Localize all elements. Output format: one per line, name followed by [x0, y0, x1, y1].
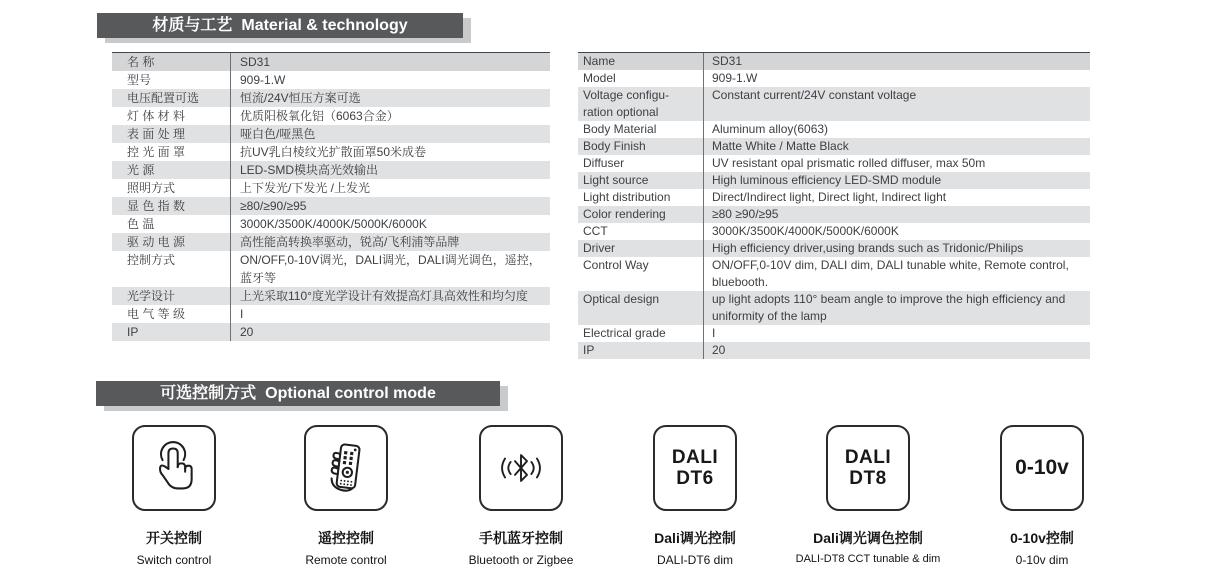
- table-row: [578, 325, 1090, 342]
- spec-value: 3000K/3500K/4000K/5000K/6000K: [703, 223, 1090, 240]
- table-row: [578, 206, 1090, 223]
- spec-label: 色 温: [127, 217, 155, 231]
- spec-label: IP: [127, 325, 139, 339]
- table-row: [578, 257, 1090, 291]
- table-row: [112, 251, 550, 287]
- spec-value: Aluminum alloy(6063): [703, 121, 1090, 138]
- spec-value: Matte White / Matte Black: [703, 138, 1090, 155]
- spec-label: Body Finish: [583, 139, 646, 153]
- spec-value: 20: [703, 342, 1090, 359]
- mode-label-zh: 0-10v控制: [1010, 530, 1074, 546]
- spec-label: Control Way: [583, 258, 649, 272]
- spec-label: 控制方式: [127, 253, 176, 267]
- table-row: [112, 233, 550, 251]
- table-row: [112, 125, 550, 143]
- spec-value: LED-SMD模块高光效输出: [230, 161, 550, 179]
- table-row: [112, 143, 550, 161]
- mode-label-zh: Dali调光控制: [654, 530, 736, 546]
- spec-value: High luminous efficiency LED-SMD module: [703, 172, 1090, 189]
- control-mode-dali-dt6: [605, 425, 785, 567]
- spec-table-cn: [112, 52, 550, 341]
- spec-value: 哑白色/哑黑色: [230, 125, 550, 143]
- spec-label: 驱 动 电 源: [127, 235, 186, 249]
- spec-label: 显 色 指 数: [127, 199, 186, 213]
- spec-value: I: [703, 325, 1090, 342]
- spec-value: ≥80/≥90/≥95: [230, 197, 550, 215]
- dali-text-line: DALI: [671, 447, 719, 468]
- table-row: [112, 161, 550, 179]
- control-mode-remote: [256, 425, 436, 567]
- table-row: [578, 87, 1090, 121]
- spec-value: 优质阳极氧化铝（6063合金）: [230, 107, 550, 125]
- control-mode-dali-dt8: [778, 425, 958, 565]
- table-row: [578, 240, 1090, 257]
- spec-value: ON/OFF,0-10V调光，DALI调光，DALI调光调色，遥控，蓝牙等: [230, 251, 550, 287]
- touch-icon: [148, 440, 200, 496]
- spec-label: CCT: [583, 224, 608, 238]
- spec-label: Diffuser: [583, 156, 625, 170]
- spec-value: 20: [230, 323, 550, 341]
- mode-label-en: DALI-DT8 CCT tunable & dim: [795, 553, 941, 565]
- mode-label-en: Remote control: [305, 553, 387, 567]
- section-title-zh: 可选控制方式: [160, 385, 257, 402]
- table-row: [112, 287, 550, 305]
- spec-value: ≥80 ≥90/≥95: [703, 206, 1090, 223]
- spec-label: Name: [583, 54, 616, 68]
- section-header-control: [96, 381, 500, 406]
- spec-value: Direct/Indirect light, Direct light, Indirect light: [703, 189, 1090, 206]
- spec-label: Optical design: [583, 292, 660, 306]
- table-row: [112, 179, 550, 197]
- mode-icon-box: [304, 425, 388, 511]
- spec-label: 控 光 面 罩: [127, 145, 186, 159]
- mode-label-zh: 开关控制: [146, 530, 202, 546]
- table-row: [578, 121, 1090, 138]
- spec-table-en: [578, 52, 1090, 359]
- table-row: [112, 305, 550, 323]
- section-title-en: Optional control mode: [265, 385, 436, 402]
- spec-label: 名 称: [127, 55, 155, 69]
- table-row: [578, 342, 1090, 359]
- spec-value: UV resistant opal prismatic rolled diffuser, max 50m: [703, 155, 1090, 172]
- spec-value: 909-1.W: [230, 71, 550, 89]
- spec-value: 3000K/3500K/4000K/5000K/6000K: [230, 215, 550, 233]
- table-row: [112, 89, 550, 107]
- table-row: [578, 172, 1090, 189]
- table-row: [112, 71, 550, 89]
- dali-dt8-icon: [826, 425, 910, 511]
- spec-label: Model: [583, 71, 616, 85]
- table-row: [578, 53, 1090, 70]
- spec-label: 照明方式: [127, 181, 176, 195]
- dali-dt6-icon: [653, 425, 737, 511]
- spec-value: 上光采取110°度光学设计有效提高灯具高效性和均匀度: [230, 287, 550, 305]
- table-row: [112, 215, 550, 233]
- spec-value: 恒流/24V恒压方案可选: [230, 89, 550, 107]
- section-title-en: Material & technology: [241, 17, 408, 34]
- spec-label: Light source: [583, 173, 649, 187]
- spec-value: SD31: [230, 53, 550, 71]
- spec-label: Light distribution: [583, 190, 671, 204]
- dali-text-line: DT6: [676, 468, 714, 489]
- spec-label: 表 面 处 理: [127, 127, 186, 141]
- spec-value: ON/OFF,0-10V dim, DALI dim, DALI tunable white, Remote control, bluebooth.: [703, 257, 1090, 291]
- spec-label: 灯 体 材 料: [127, 109, 186, 123]
- spec-value: 高性能高转换率驱动，锐高/飞利浦等品牌: [230, 233, 550, 251]
- table-row: [578, 291, 1090, 325]
- spec-value: 909-1.W: [703, 70, 1090, 87]
- spec-value: 抗UV乳白棱纹光扩散面罩50米成卷: [230, 143, 550, 161]
- spec-label: Color rendering: [583, 207, 666, 221]
- control-mode-0-10v: [952, 425, 1132, 567]
- spec-value: I: [230, 305, 550, 323]
- spec-label: Voltage configu-ration optional: [583, 88, 670, 119]
- spec-label: 光学设计: [127, 289, 176, 303]
- mode-icon-box: [132, 425, 216, 511]
- spec-value: up light adopts 110° beam angle to improve the high efficiency and uniformity of the lamp: [703, 291, 1090, 325]
- dali-text-line: DALI: [844, 447, 892, 468]
- table-row: [112, 107, 550, 125]
- spec-value: High efficiency driver,using brands such as Tridonic/Philips: [703, 240, 1090, 257]
- spec-label: Driver: [583, 241, 615, 255]
- spec-label: 型号: [127, 73, 152, 87]
- remote-control-icon: [320, 440, 372, 496]
- spec-label: 电压配置可选: [127, 91, 200, 105]
- dali-text-line: DT8: [849, 468, 887, 489]
- section-header-material: [97, 13, 463, 38]
- spec-label: Electrical grade: [583, 326, 666, 340]
- mode-label-en: DALI-DT6 dim: [656, 553, 733, 567]
- mode-label-en: Switch control: [136, 553, 212, 567]
- table-row: [112, 53, 550, 71]
- mode-label-en: Bluetooth or Zigbee: [468, 553, 574, 567]
- spec-label: Body Material: [583, 122, 657, 136]
- table-row: [578, 189, 1090, 206]
- 0-10v-text: 0-10v: [1015, 456, 1069, 479]
- bluetooth-icon: [490, 448, 552, 488]
- mode-label-en: 0-10v dim: [1015, 553, 1069, 567]
- mode-label-zh: 手机蓝牙控制: [479, 530, 563, 546]
- section-title-zh: 材质与工艺: [152, 17, 233, 34]
- table-row: [112, 323, 550, 341]
- spec-label: IP: [583, 343, 595, 357]
- table-row: [578, 70, 1090, 87]
- control-mode-switch: [84, 425, 264, 567]
- mode-icon-box: [479, 425, 563, 511]
- mode-label-zh: Dali调光调色控制: [813, 530, 923, 546]
- control-mode-bluetooth: [431, 425, 611, 567]
- spec-label: 电 气 等 级: [127, 307, 186, 321]
- spec-value: 上下发光/下发光 /上发光: [230, 179, 550, 197]
- table-row: [578, 223, 1090, 240]
- spec-value: Constant current/24V constant voltage: [703, 87, 1090, 121]
- table-row: [578, 138, 1090, 155]
- spec-label: 光 源: [127, 163, 155, 177]
- mode-label-zh: 遥控控制: [318, 530, 374, 546]
- table-row: [578, 155, 1090, 172]
- table-row: [112, 197, 550, 215]
- spec-value: SD31: [703, 53, 1090, 70]
- zero-to-ten-v-icon: [1000, 425, 1084, 511]
